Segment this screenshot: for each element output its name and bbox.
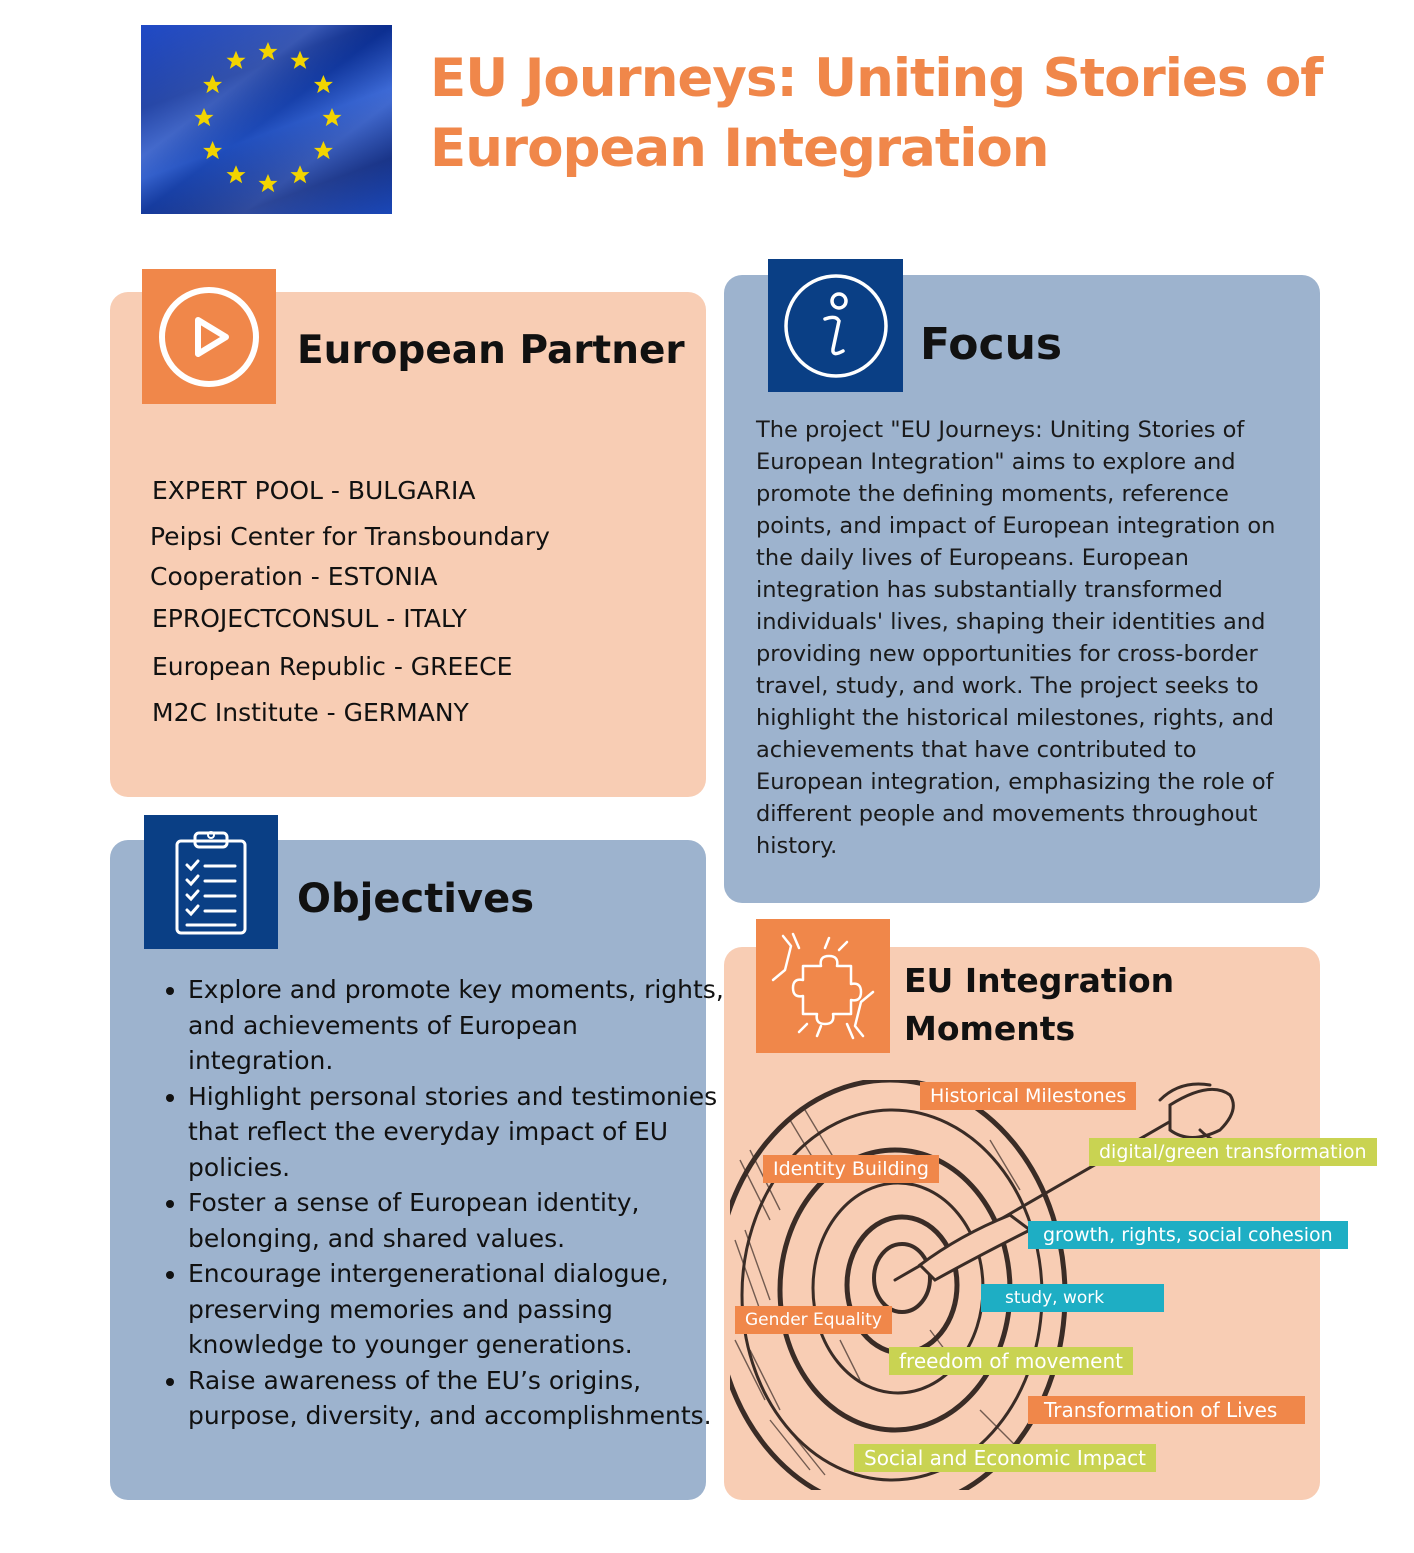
tag-identity-building: Identity Building bbox=[763, 1155, 939, 1183]
tag-social-economic-impact: Social and Economic Impact bbox=[854, 1444, 1156, 1472]
tag-study-work: study, work bbox=[981, 1284, 1164, 1312]
objectives-icon-box bbox=[144, 815, 278, 949]
partner-line-1: EXPERT POOL - BULGARIA bbox=[152, 476, 476, 505]
tag-growth-rights-social-cohesion: growth, rights, social cohesion bbox=[1028, 1221, 1348, 1249]
page-title: EU Journeys: Uniting Stories of European Integration bbox=[430, 48, 1323, 179]
moments-heading bbox=[904, 957, 1174, 1053]
partner-line-2: Peipsi Center for Transboundary bbox=[150, 522, 550, 551]
partner-line-3: Cooperation - ESTONIA bbox=[150, 562, 438, 591]
partner-line-4: EPROJECTCONSUL - ITALY bbox=[152, 604, 467, 633]
tag-digital-green-transformation: digital/green transformation bbox=[1089, 1138, 1377, 1166]
eu-flag-image bbox=[141, 25, 392, 214]
moments-heading-line-2: Moments bbox=[904, 1009, 1076, 1048]
objective-item-3: • Foster a sense of European identity, belonging, and shared values. bbox=[188, 1185, 728, 1256]
focus-icon-box bbox=[768, 259, 903, 392]
tag-gender-equality: Gender Equality bbox=[735, 1306, 892, 1334]
puzzle-hands-icon bbox=[763, 926, 883, 1046]
tag-freedom-of-movement: freedom of movement bbox=[889, 1347, 1133, 1375]
info-icon bbox=[781, 271, 891, 381]
objective-item-1: • Explore and promote key moments, rights, and achievements of European integration. bbox=[188, 972, 728, 1079]
partner-line-5: European Republic - GREECE bbox=[152, 652, 513, 681]
tag-historical-milestones: Historical Milestones bbox=[920, 1082, 1136, 1110]
objective-item-5: • Raise awareness of the EU’s origins, purpose, diversity, and accomplishments. bbox=[188, 1363, 728, 1434]
moments-heading-line-1: EU Integration bbox=[904, 961, 1175, 1000]
focus-heading: Focus bbox=[920, 319, 1063, 370]
objective-item-2: • Highlight personal stories and testimonies that reflect the everyday impact of EU policies. bbox=[188, 1079, 728, 1186]
partner-heading: European Partner bbox=[297, 328, 685, 373]
partner-icon-box bbox=[142, 269, 276, 404]
focus-paragraph: The project "EU Journeys: Uniting Stories of European Integration" aims to explore and promote the defining moments, reference points, and impact of European integration on the daily lives of Europeans. European integration has substantially transformed individuals' lives, shaping their identities and providing new opportunities for cross-border travel, study, and work. The project seeks to highlight the historical milestones, rights, and achievements that have contributed to European integration, emphasizing the role of different people and movements throughout history. bbox=[756, 417, 1276, 859]
objectives-heading: Objectives bbox=[297, 876, 535, 922]
moments-icon-box bbox=[756, 919, 890, 1053]
play-icon bbox=[156, 284, 262, 390]
partner-line-6: M2C Institute - GERMANY bbox=[152, 698, 469, 727]
objectives-list bbox=[150, 972, 728, 1434]
tag-transformation-of-lives: Transformation of Lives bbox=[1028, 1396, 1305, 1424]
objective-item-4: • Encourage intergenerational dialogue, preserving memories and passing knowledge to younger generations. bbox=[188, 1256, 728, 1363]
clipboard-checklist-icon bbox=[171, 827, 251, 937]
eu-flag-stars bbox=[141, 25, 392, 214]
